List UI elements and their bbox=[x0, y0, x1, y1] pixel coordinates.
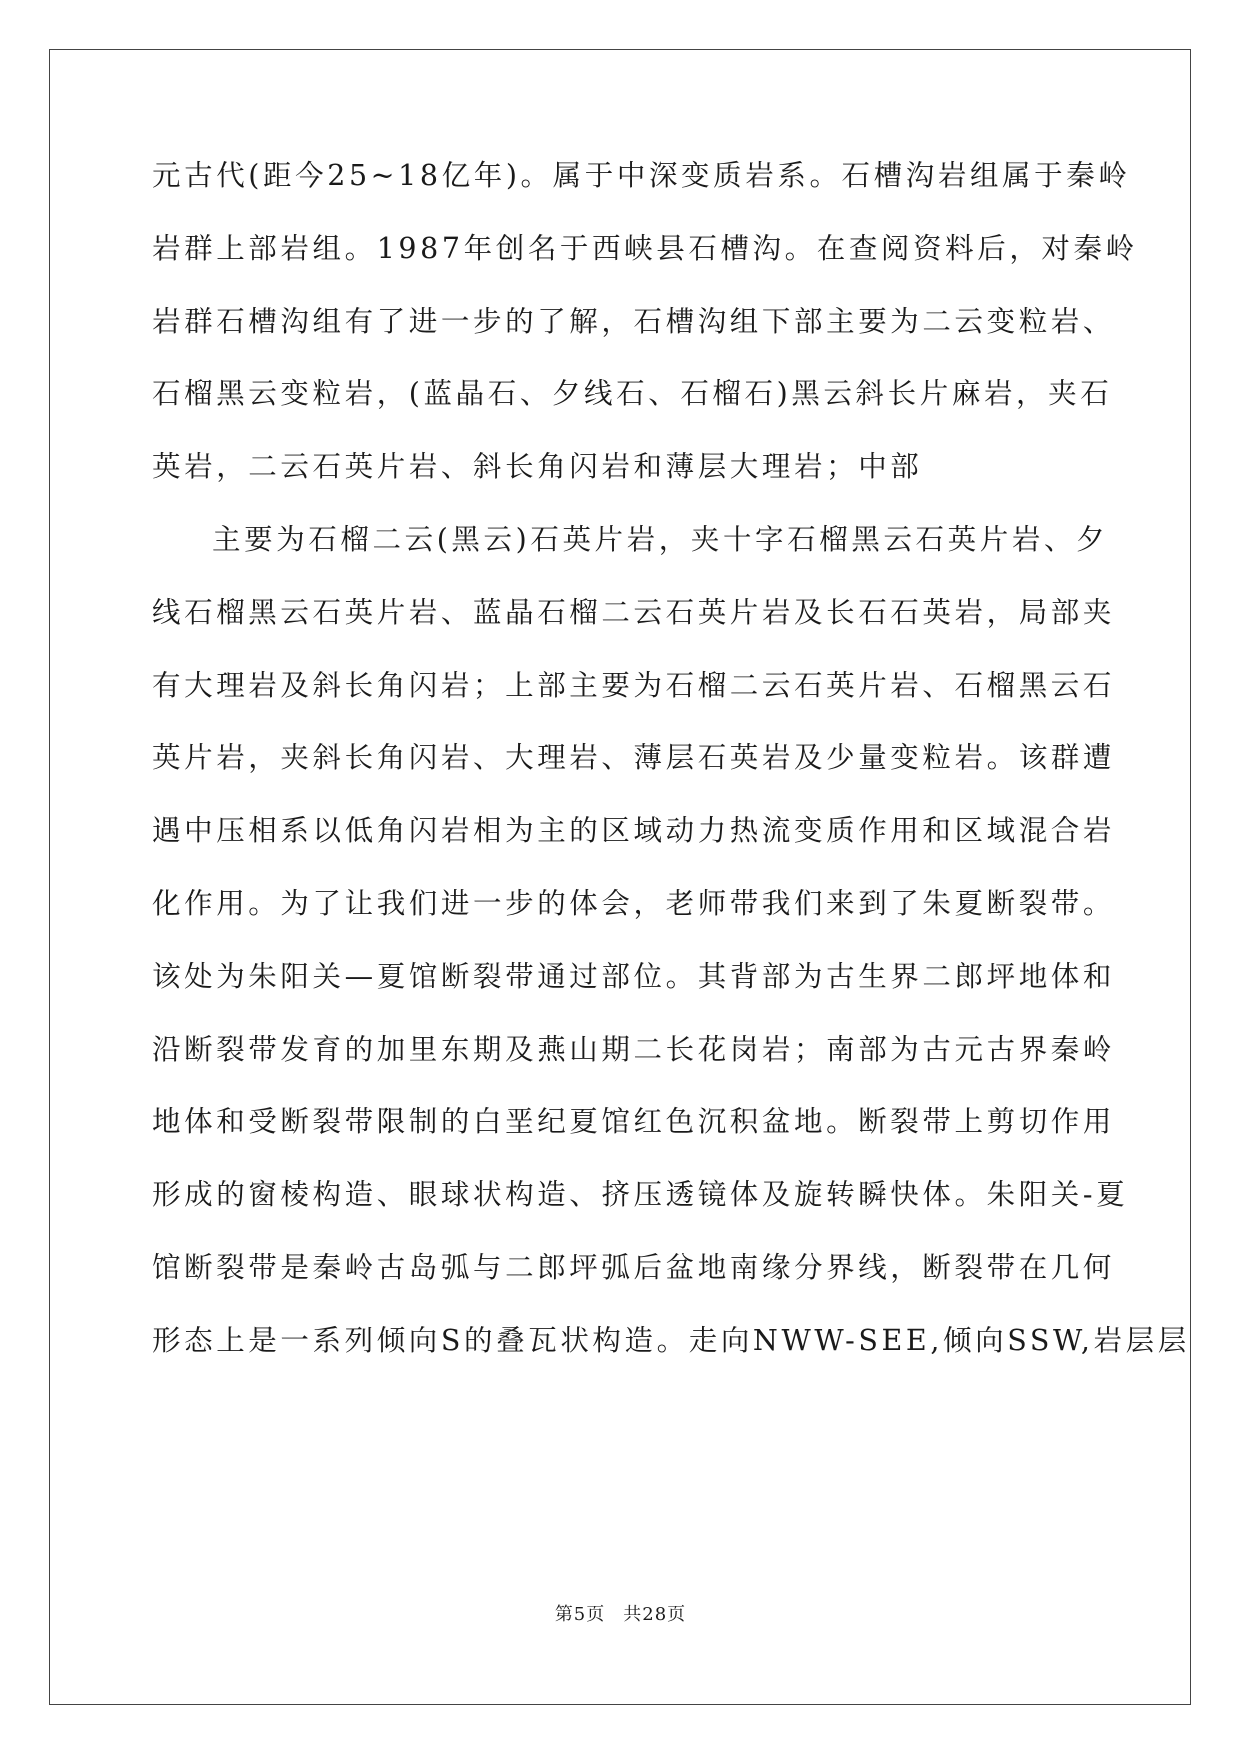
text-line: 英岩，二云石英片岩、斜长角闪岩和薄层大理岩；中部 bbox=[152, 450, 923, 484]
text-line: 化作用。为了让我们进一步的体会，老师带我们来到了朱夏断裂带。 bbox=[152, 886, 1116, 920]
text-line: 岩群石槽沟组有了进一步的了解，石槽沟组下部主要为二云变粒岩、 bbox=[152, 304, 1116, 338]
text-line: 该处为朱阳关—夏馆断裂带通过部位。其背部为古生界二郎坪地体和 bbox=[152, 959, 1116, 993]
total-pages: 共28页 bbox=[623, 1604, 687, 1625]
text-line: 形成的窗棱构造、眼球状构造、挤压透镜体及旋转瞬快体。朱阳关-夏 bbox=[152, 1178, 1129, 1212]
page-number: 第5页 bbox=[554, 1604, 606, 1625]
text-line: 有大理岩及斜长角闪岩；上部主要为石榴二云石英片岩、石榴黑云石 bbox=[152, 668, 1116, 702]
paragraph-first-line: 主要为石榴二云(黑云)石英片岩，夹十字石榴黑云石英片岩、夕 bbox=[212, 522, 1109, 556]
text-line: 岩群上部岩组。1987年创名于西峡县石槽沟。在查阅资料后，对秦岭 bbox=[152, 231, 1138, 265]
text-line: 沿断裂带发育的加里东期及燕山期二长花岗岩；南部为古元古界秦岭 bbox=[152, 1032, 1116, 1066]
page-footer bbox=[0, 1600, 1241, 1626]
text-line: 英片岩，夹斜长角闪岩、大理岩、薄层石英岩及少量变粒岩。该群遭 bbox=[152, 741, 1116, 775]
text-line: 遇中压相系以低角闪岩相为主的区域动力热流变质作用和区域混合岩 bbox=[152, 814, 1116, 848]
text-line: 馆断裂带是秦岭古岛弧与二郎坪弧后盆地南缘分界线，断裂带在几何 bbox=[152, 1250, 1116, 1284]
text-line: 石榴黑云变粒岩，(蓝晶石、夕线石、石榴石)黑云斜长片麻岩，夹石 bbox=[152, 377, 1113, 411]
body-text bbox=[152, 159, 1190, 1398]
text-line: 元古代(距今25~18亿年)。属于中深变质岩系。石槽沟岩组属于秦岭 bbox=[152, 159, 1131, 192]
text-line: 地体和受断裂带限制的白垩纪夏馆红色沉积盆地。断裂带上剪切作用 bbox=[152, 1105, 1116, 1139]
text-line: 形态上是一系列倾向S的叠瓦状构造。走向NWW-SEE,倾向SSW,岩层层 bbox=[152, 1323, 1190, 1357]
text-line: 线石榴黑云石英片岩、蓝晶石榴二云石英片岩及长石石英岩，局部夹 bbox=[152, 595, 1116, 629]
